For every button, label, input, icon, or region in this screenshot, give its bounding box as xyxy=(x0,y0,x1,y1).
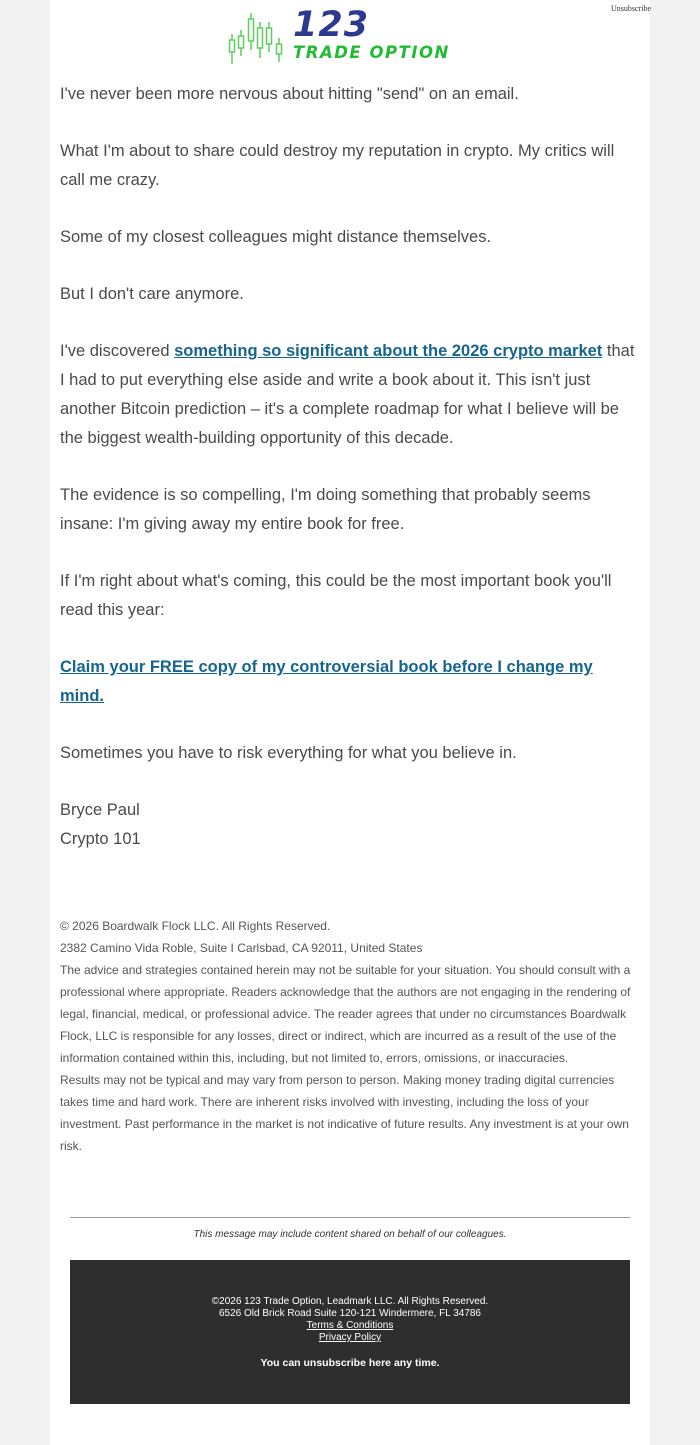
paragraph-text: that I had to put everything else aside and write a book about it. This isn't just another Bitcoin prediction – it's a complete roadmap for what I believe will be the biggest wealth-building opportunity of this decade. xyxy=(60,342,635,447)
legal-address: 2382 Camino Vida Roble, Suite I Carlsbad, CA 92011, United States xyxy=(60,941,423,955)
brand-logo xyxy=(227,5,477,66)
paragraph: What I'm about to share could destroy my reputation in crypto. My critics will call me crazy. xyxy=(60,142,615,189)
crypto-market-link[interactable]: something so significant about the 2026 crypto market xyxy=(174,342,603,360)
top-unsubscribe-link[interactable]: Unsubscribe xyxy=(611,4,651,13)
footer-address: 6526 Old Brick Road Suite 120-121 Windermere, FL 34786 xyxy=(219,1308,481,1319)
cta-paragraph xyxy=(60,653,640,711)
paragraph: Some of my closest colleagues might distance themselves. xyxy=(60,228,492,246)
signature xyxy=(60,796,640,854)
footer-copyright: ©2026 123 Trade Option, Leadmark LLC. All Rights Reserved. xyxy=(211,1296,489,1307)
claim-free-book-link[interactable]: Claim your FREE copy of my controversial book before I change my mind. xyxy=(60,658,593,705)
paragraph: But I don't care anymore. xyxy=(60,285,244,303)
legal-disclaimer: Results may not be typical and may vary from person to person. Making money trading digital currencies takes time and hard work. There are inherent risks involved with investing, including the loss of your investment. Past performance in the market is not indicative of future results. Any investment is at your own risk. xyxy=(60,1073,629,1153)
logo-number: 123 xyxy=(293,5,370,45)
signature-name: Bryce Paul xyxy=(60,801,140,819)
email-body xyxy=(60,80,640,882)
signature-org: Crypto 101 xyxy=(60,830,141,848)
footer xyxy=(70,1260,630,1404)
paragraph: I've never been more nervous about hitting "send" on an email. xyxy=(60,85,519,103)
candlestick-chart-icon xyxy=(227,10,289,66)
paragraph xyxy=(60,337,640,453)
privacy-link[interactable]: Privacy Policy xyxy=(318,1332,382,1343)
legal-section xyxy=(60,915,640,1157)
logo-wordmark: TRADE OPTION xyxy=(293,43,450,62)
email-container xyxy=(50,0,650,1445)
legal-copyright: © 2026 Boardwalk Flock LLC. All Rights Reserved. xyxy=(60,919,331,933)
paragraph: The evidence is so compelling, I'm doing something that probably seems insane: I'm giving away my entire book for free. xyxy=(60,486,591,533)
legal-disclaimer: The advice and strategies contained herein may not be suitable for your situation. You should consult with a professional where appropriate. Readers acknowledge that the authors are not engaging in the rendering of legal, financial, medical, or professional advice. The reader agrees that under no circumstances Boardwalk Flock, LLC is responsible for any losses, direct or indirect, which are incurred as a result of the use of the information contained within this, including, but not limited to, errors, omissions, or inaccuracies. xyxy=(60,963,631,1065)
paragraph-text: I've discovered xyxy=(60,342,175,360)
footer-unsubscribe-link[interactable]: You can unsubscribe here any time. xyxy=(260,1357,440,1369)
terms-link[interactable]: Terms & Conditions xyxy=(306,1320,394,1331)
divider xyxy=(70,1217,630,1218)
paragraph: Sometimes you have to risk everything for what you believe in. xyxy=(60,744,517,762)
paragraph: If I'm right about what's coming, this could be the most important book you'll read this year: xyxy=(60,572,612,619)
colleague-note: This message may include content shared on behalf of our colleagues. xyxy=(193,1229,507,1240)
